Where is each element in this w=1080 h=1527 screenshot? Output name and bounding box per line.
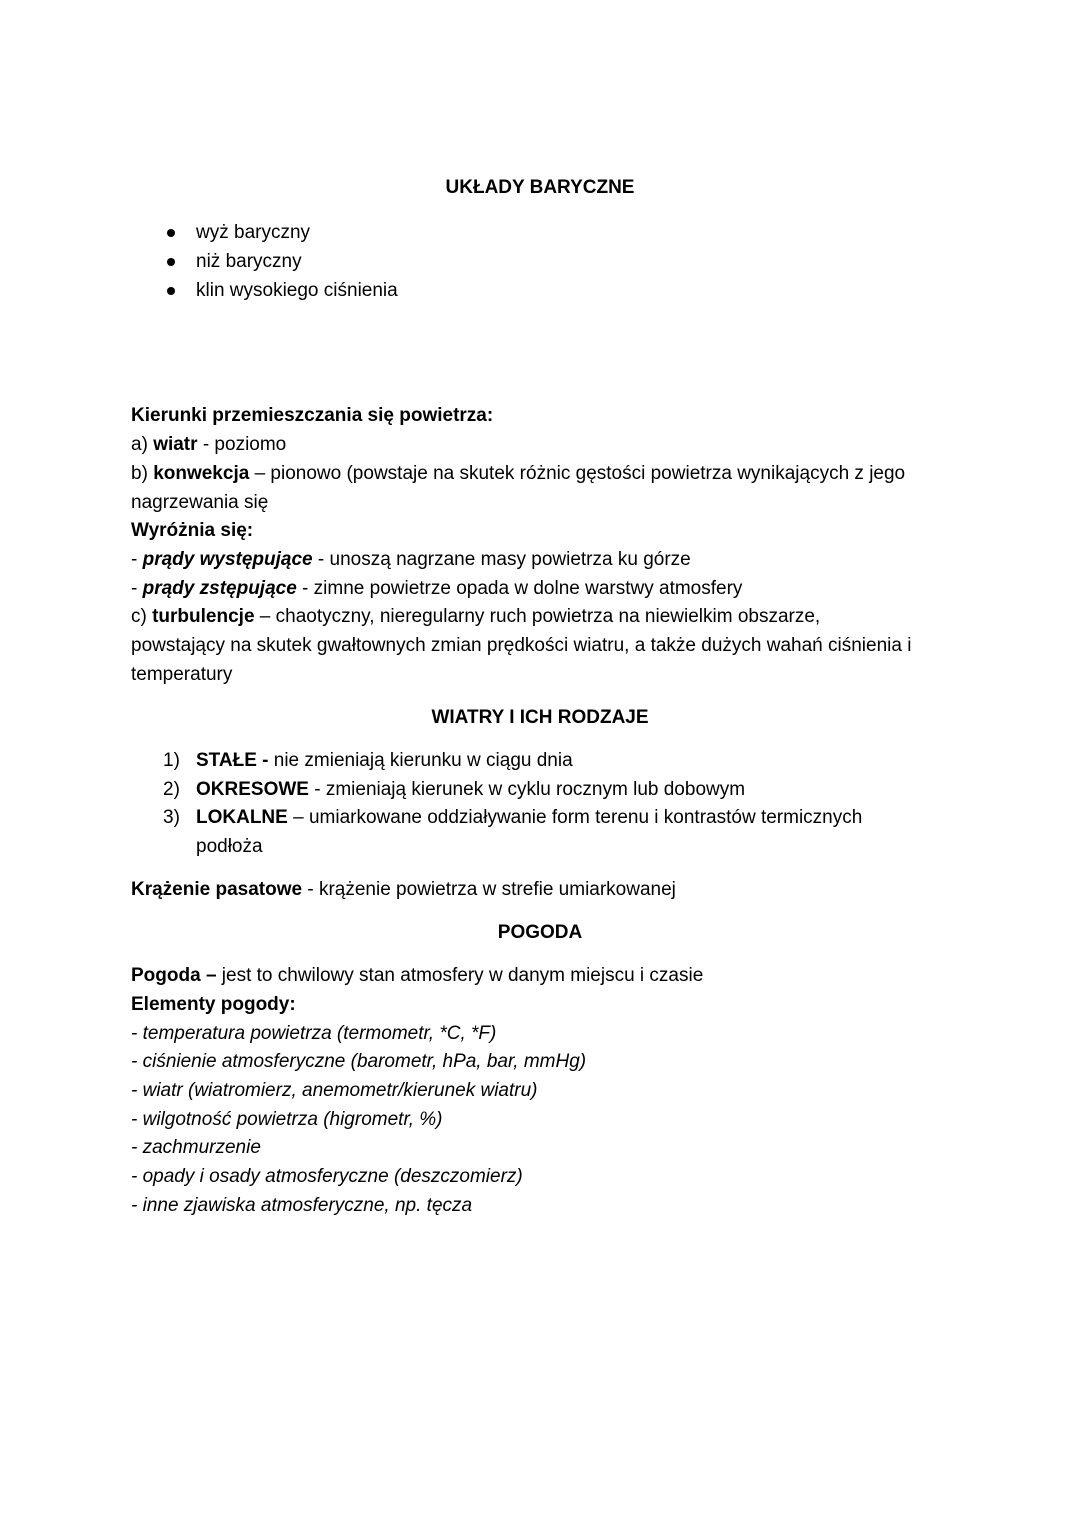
paragraph-line xyxy=(131,462,905,486)
list-item-continuation: podłoża xyxy=(196,836,263,857)
term-text: nie zmieniają kierunku w ciągu dnia xyxy=(268,750,573,771)
paragraph-line xyxy=(131,548,691,572)
paragraph-line xyxy=(131,433,286,457)
list-item: - temperatura powietrza (termometr, *C, *F) xyxy=(131,1023,497,1044)
term: Pogoda – xyxy=(131,965,217,986)
paragraph-line: nagrzewania się xyxy=(131,492,269,513)
paragraph-line xyxy=(131,577,742,601)
paragraph-line: powstający na skutek gwałtownych zmian prędkości wiatru, a także dużych wahań ciśnienia i xyxy=(131,635,912,656)
list-item: - inne zjawiska atmosferyczne, np. tęcza xyxy=(131,1195,473,1216)
dash: - xyxy=(131,549,143,570)
item-prefix: b) xyxy=(131,463,154,484)
paragraph-line: temperatury xyxy=(131,664,233,685)
heading-elementy: Elementy pogody: xyxy=(131,994,296,1015)
term-text: – umiarkowane oddziaływanie form terenu i kontrastów termicznych xyxy=(287,807,863,828)
paragraph-line xyxy=(131,878,676,902)
section-title-uklady: UKŁADY BARYCZNE xyxy=(445,177,635,198)
paragraph-line xyxy=(131,964,703,988)
list-item: klin wysokiego ciśnienia xyxy=(196,280,398,301)
term-text: - unoszą nagrzane masy powietrza ku górze xyxy=(312,549,691,570)
list-item xyxy=(196,778,745,802)
list-number: 2) xyxy=(163,779,180,800)
term: STAŁE - xyxy=(196,750,269,771)
list-item: - opady i osady atmosferyczne (deszczomierz) xyxy=(131,1166,523,1187)
bullet-icon xyxy=(167,287,175,295)
term-text: - zmieniają kierunek w cyklu rocznym lub dobowym xyxy=(308,779,746,800)
heading-wyroznia: Wyróżnia się: xyxy=(131,520,254,541)
term: prądy występujące xyxy=(142,549,313,570)
item-prefix: c) xyxy=(131,606,153,627)
list-item: niż baryczny xyxy=(196,251,302,272)
term-text: - zimne powietrze opada w dolne warstwy atmosfery xyxy=(296,578,743,599)
list-item: wyż baryczny xyxy=(196,222,311,243)
term: turbulencje xyxy=(152,606,255,627)
heading-kierunki: Kierunki przemieszczania się powietrza: xyxy=(131,405,494,426)
term: wiatr xyxy=(153,434,198,455)
term-text: - krążenie powietrza w strefie umiarkowanej xyxy=(302,879,676,900)
term: LOKALNE xyxy=(196,807,288,828)
list-number: 3) xyxy=(163,807,180,828)
section-title-pogoda: POGODA xyxy=(497,922,583,943)
term: Krążenie pasatowe xyxy=(131,879,303,900)
list-item xyxy=(196,806,862,830)
list-item: - ciśnienie atmosferyczne (barometr, hPa, bar, mmHg) xyxy=(131,1051,587,1072)
list-item xyxy=(196,749,573,773)
list-item: - wilgotność powietrza (higrometr, %) xyxy=(131,1109,443,1130)
term-text: – pionowo (powstaje na skutek różnic gęstości powietrza wynikających z jego xyxy=(249,463,906,484)
term: prądy zstępujące xyxy=(142,578,297,599)
section-title-wiatry: WIATRY I ICH RODZAJE xyxy=(431,707,649,728)
paragraph-line xyxy=(131,605,820,629)
term: konwekcja xyxy=(153,463,250,484)
term-text: jest to chwilowy stan atmosfery w danym miejscu i czasie xyxy=(216,965,704,986)
bullet-icon xyxy=(167,229,175,237)
term-text: - poziomo xyxy=(197,434,287,455)
list-item: - zachmurzenie xyxy=(131,1137,261,1158)
bullet-icon xyxy=(167,258,175,266)
term: OKRESOWE xyxy=(196,779,309,800)
term-text: – chaotyczny, nieregularny ruch powietrza na niewielkim obszarze, xyxy=(254,606,821,627)
list-number: 1) xyxy=(163,750,180,771)
list-item: - wiatr (wiatromierz, anemometr/kierunek wiatru) xyxy=(131,1080,538,1101)
dash: - xyxy=(131,578,143,599)
item-prefix: a) xyxy=(131,434,154,455)
